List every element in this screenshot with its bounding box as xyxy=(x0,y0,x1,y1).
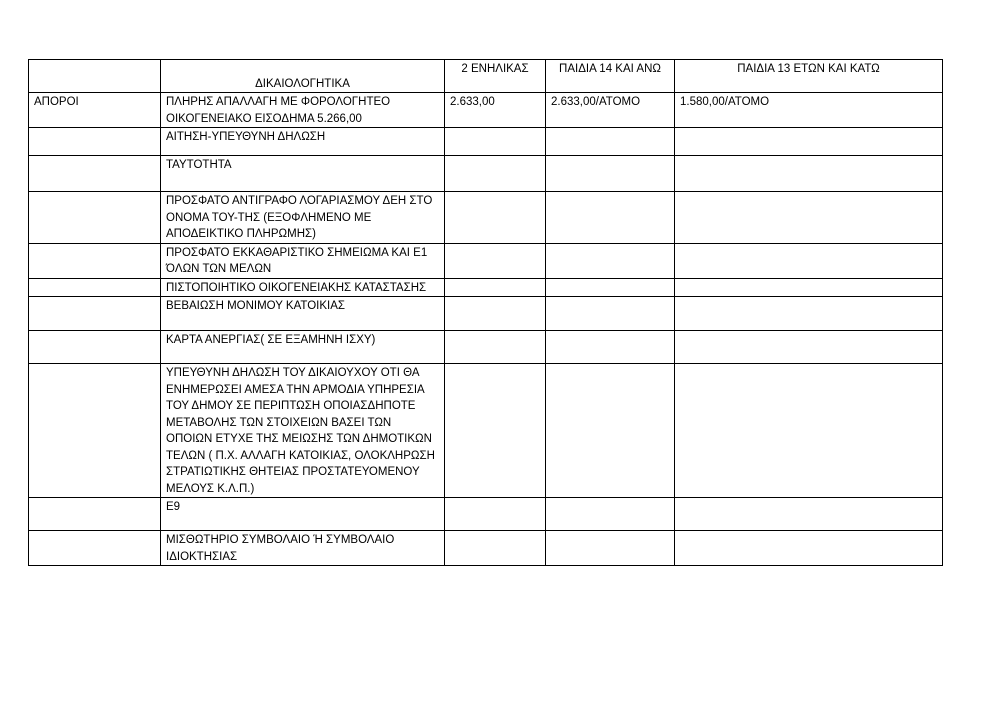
adults-cell xyxy=(445,331,546,364)
table-row xyxy=(29,156,943,192)
children-13-cell xyxy=(675,498,943,531)
category-cell xyxy=(29,243,161,278)
header-adults: 2 ΕΝΗΛΙΚΑΣ xyxy=(445,60,546,93)
table-row xyxy=(29,498,943,531)
children-14-cell xyxy=(546,498,675,531)
table-row xyxy=(29,331,943,364)
document-cell: ΤΑΥΤΟΤΗΤΑ xyxy=(161,156,445,192)
category-cell: ΑΠΟΡΟΙ xyxy=(29,93,161,128)
document-cell: ΠΛΗΡΗΣ ΑΠΑΛΛΑΓΗ ΜΕ ΦΟΡΟΛΟΓΗΤΕΟ ΟΙΚΟΓΕΝΕΙΑΚΟ ΕΙΣΟΔΗΜΑ 5.266,00 xyxy=(161,93,445,128)
adults-cell xyxy=(445,498,546,531)
document-cell: ΠΡΟΣΦΑΤΟ ΕΚΚΑΘΑΡΙΣΤΙΚΟ ΣΗΜΕΙΩΜΑ ΚΑΙ Ε1 ΌΛΩΝ ΤΩΝ ΜΕΛΩΝ xyxy=(161,243,445,278)
document-cell: ΠΡΟΣΦΑΤΟ ΑΝΤΙΓΡΑΦΟ ΛΟΓΑΡΙΑΣΜΟΥ ΔΕΗ ΣΤΟ ΟΝΟΜΑ ΤΟΥ-ΤΗΣ (ΕΞΟΦΛΗΜΕΝΟ ΜΕ ΑΠΟΔΕΙΚΤΙΚΟ ΠΛΗΡΩΜΗΣ) xyxy=(161,192,445,244)
children-13-cell xyxy=(675,278,943,297)
children-14-cell xyxy=(546,278,675,297)
adults-cell xyxy=(445,156,546,192)
header-row xyxy=(29,60,943,93)
category-cell xyxy=(29,297,161,331)
category-cell xyxy=(29,531,161,566)
header-documents: ΔΙΚΑΙΟΛΟΓΗΤΙΚΑ xyxy=(161,60,445,93)
document-cell: ΑΙΤΗΣΗ-ΥΠΕΥΘΥΝΗ ΔΗΛΩΣΗ xyxy=(161,128,445,156)
category-cell xyxy=(29,278,161,297)
children-13-cell xyxy=(675,297,943,331)
category-cell xyxy=(29,498,161,531)
children-13-cell xyxy=(675,243,943,278)
adults-cell xyxy=(445,128,546,156)
adults-cell xyxy=(445,243,546,278)
header-children-13: ΠΑΙΔΙΑ 13 ΕΤΩΝ ΚΑΙ ΚΑΤΩ xyxy=(675,60,943,93)
children-14-cell: 2.633,00/ΑΤΟΜΟ xyxy=(546,93,675,128)
table-row xyxy=(29,364,943,498)
children-14-cell xyxy=(546,243,675,278)
document-cell: ΥΠΕΥΘΥΝΗ ΔΗΛΩΣΗ ΤΟΥ ΔΙΚΑΙΟΥΧΟΥ ΟΤΙ ΘΑ ΕΝΗΜΕΡΩΣΕΙ ΑΜΕΣΑ ΤΗΝ ΑΡΜΟΔΙΑ ΥΠΗΡΕΣΙΑ ΤΟΥ ΔΗΜΟΥ ΣΕ ΠΕΡΙΠΤΩΣΗ ΟΠΟΙΑΣΔΗΠΟΤΕ ΜΕΤΑΒΟΛΗΣ ΤΩΝ ΣΤΟΙΧΕΙΩΝ ΒΑΣΕΙ ΤΩΝ ΟΠΟΙΩΝ ΕΤΥΧΕ ΤΗΣ ΜΕΙΩΣΗΣ ΤΩΝ ΔΗΜΟΤΙΚΩΝ ΤΕΛΩΝ ( Π.Χ. ΑΛΛΑΓΗ ΚΑΤΟΙΚΙΑΣ, ΟΛΟΚΛΗΡΩΣΗ ΣΤΡΑΤΙΩΤΙΚΗΣ ΘΗΤΕΙΑΣ ΠΡΟΣΤΑΤΕΥΟΜΕΝΟΥ ΜΕΛΟΥΣ Κ.Λ.Π.) xyxy=(161,364,445,498)
children-14-cell xyxy=(546,128,675,156)
table-row xyxy=(29,531,943,566)
children-13-cell: 1.580,00/ΑΤΟΜΟ xyxy=(675,93,943,128)
children-13-cell xyxy=(675,364,943,498)
adults-cell xyxy=(445,531,546,566)
table-row xyxy=(29,243,943,278)
table-row xyxy=(29,93,943,128)
adults-cell xyxy=(445,192,546,244)
children-13-cell xyxy=(675,128,943,156)
header-category xyxy=(29,60,161,93)
document-cell: Ε9 xyxy=(161,498,445,531)
requirements-table xyxy=(28,59,943,566)
document-cell: ΒΕΒΑΙΩΣΗ ΜΟΝΙΜΟΥ ΚΑΤΟΙΚΙΑΣ xyxy=(161,297,445,331)
document-cell: ΜΙΣΘΩΤΗΡΙΟ ΣΥΜΒΟΛΑΙΟ Ή ΣΥΜΒΟΛΑΙΟ ΙΔΙΟΚΤΗΣΙΑΣ xyxy=(161,531,445,566)
table-row xyxy=(29,128,943,156)
category-cell xyxy=(29,128,161,156)
adults-cell xyxy=(445,364,546,498)
adults-cell xyxy=(445,278,546,297)
children-14-cell xyxy=(546,297,675,331)
children-13-cell xyxy=(675,156,943,192)
document-cell: ΚΑΡΤΑ ΑΝΕΡΓΙΑΣ( ΣΕ ΕΞΑΜΗΝΗ ΙΣΧΥ) xyxy=(161,331,445,364)
children-13-cell xyxy=(675,331,943,364)
category-cell xyxy=(29,192,161,244)
category-cell xyxy=(29,156,161,192)
children-14-cell xyxy=(546,156,675,192)
table-row xyxy=(29,192,943,244)
category-cell xyxy=(29,364,161,498)
children-14-cell xyxy=(546,531,675,566)
children-13-cell xyxy=(675,531,943,566)
table-row xyxy=(29,297,943,331)
table-row xyxy=(29,278,943,297)
document-cell: ΠΙΣΤΟΠΟΙΗΤΙΚΟ ΟΙΚΟΓΕΝΕΙΑΚΗΣ ΚΑΤΑΣΤΑΣΗΣ xyxy=(161,278,445,297)
children-14-cell xyxy=(546,192,675,244)
children-14-cell xyxy=(546,364,675,498)
adults-cell xyxy=(445,297,546,331)
header-children-14: ΠΑΙΔΙΑ 14 ΚΑΙ ΑΝΩ xyxy=(546,60,675,93)
adults-cell: 2.633,00 xyxy=(445,93,546,128)
children-13-cell xyxy=(675,192,943,244)
category-cell xyxy=(29,331,161,364)
children-14-cell xyxy=(546,331,675,364)
